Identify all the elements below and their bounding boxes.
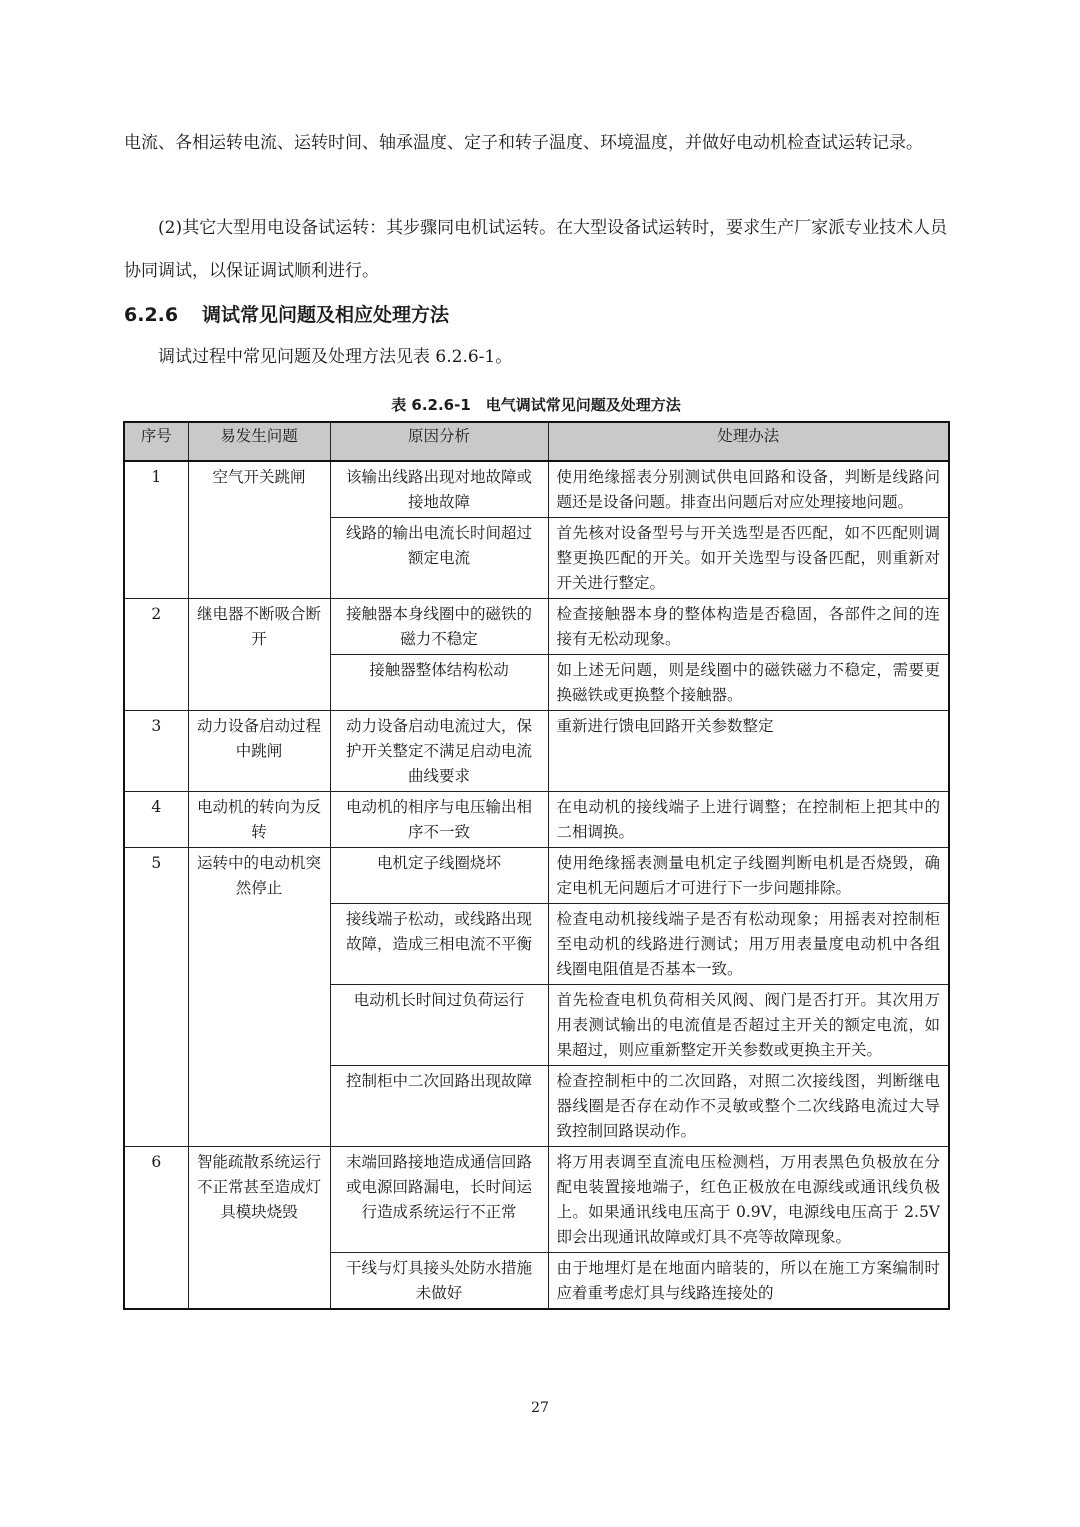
cell-cause: 该输出线路出现对地故障或接地故障 xyxy=(330,461,548,518)
cell-cause: 末端回路接地造成通信回路或电源回路漏电，长时间运行造成系统运行不正常 xyxy=(330,1147,548,1253)
cell-problem: 智能疏散系统运行不正常甚至造成灯具模块烧毁 xyxy=(188,1147,330,1310)
table-caption: 表 6.2.6-1 电气调试常见问题及处理方法 xyxy=(391,396,681,414)
page-number: 27 xyxy=(531,1400,549,1416)
table-row xyxy=(124,1147,949,1253)
cell-fix: 在电动机的接线端子上进行调整；在控制柜上把其中的二相调换。 xyxy=(548,792,949,848)
cell-cause: 干线与灯具接头处防水措施未做好 xyxy=(330,1253,548,1310)
cell-no: 3 xyxy=(124,711,188,792)
cell-problem: 继电器不断吸合断开 xyxy=(188,599,330,711)
cell-cause: 线路的输出电流长时间超过额定电流 xyxy=(330,518,548,599)
cell-problem: 电动机的转向为反转 xyxy=(188,792,330,848)
cell-no: 2 xyxy=(124,599,188,711)
header-problem: 易发生问题 xyxy=(188,422,330,461)
header-no: 序号 xyxy=(124,422,188,461)
cell-cause: 电动机长时间过负荷运行 xyxy=(330,985,548,1066)
table-row xyxy=(124,461,949,518)
cell-fix: 检查控制柜中的二次回路，对照二次接线图，判断继电器线圈是否存在动作不灵敏或整个二次线路电流过大导致控制回路误动作。 xyxy=(548,1066,949,1147)
cell-no: 1 xyxy=(124,461,188,599)
cell-problem: 空气开关跳闸 xyxy=(188,461,330,599)
cell-fix: 检查接触器本身的整体构造是否稳固，各部件之间的连接有无松动现象。 xyxy=(548,599,949,655)
section-number: 6.2.6 xyxy=(124,304,179,326)
paragraph-table-intro: 调试过程中常见问题及处理方法见表 6.2.6-1。 xyxy=(158,347,513,367)
cell-no: 5 xyxy=(124,848,188,1147)
table-row xyxy=(124,599,949,655)
troubleshooting-table xyxy=(123,421,950,1310)
section-heading xyxy=(124,296,449,334)
table-row xyxy=(124,792,949,848)
cell-fix: 使用绝缘摇表测量电机定子线圈判断电机是否烧毁，确定电机无问题后才可进行下一步问题排除。 xyxy=(548,848,949,904)
cell-fix: 首先核对设备型号与开关选型是否匹配，如不匹配则调整更换匹配的开关。如开关选型与设备匹配，则重新对开关进行整定。 xyxy=(548,518,949,599)
header-fix: 处理办法 xyxy=(548,422,949,461)
cell-cause: 控制柜中二次回路出现故障 xyxy=(330,1066,548,1147)
cell-fix: 检查电动机接线端子是否有松动现象；用摇表对控制柜至电动机的线路进行测试；用万用表量度电动机中各组线圈电阻值是否基本一致。 xyxy=(548,904,949,985)
cell-cause: 接触器本身线圈中的磁铁的磁力不稳定 xyxy=(330,599,548,655)
cell-cause: 电动机的相序与电压输出相序不一致 xyxy=(330,792,548,848)
cell-fix: 首先检查电机负荷相关风阀、阀门是否打开。其次用万用表测试输出的电流值是否超过主开关的额定电流，如果超过，则应重新整定开关参数或更换主开关。 xyxy=(548,985,949,1066)
paragraph-large-equipment: (2)其它大型用电设备试运转：其步骤同电机试运转。在大型设备试运转时，要求生产厂家派专业技术人员协同调试，以保证调试顺利进行。 xyxy=(124,218,948,281)
cell-fix: 由于地埋灯是在地面内暗装的，所以在施工方案编制时应着重考虑灯具与线路连接处的 xyxy=(548,1253,949,1310)
cell-cause: 接线端子松动，或线路出现故障，造成三相电流不平衡 xyxy=(330,904,548,985)
cell-fix: 使用绝缘摇表分别测试供电回路和设备，判断是线路问题还是设备问题。排查出问题后对应处理接地问题。 xyxy=(548,461,949,518)
paragraph-continuation: 电流、各相运转电流、运转时间、轴承温度、定子和转子温度、环境温度，并做好电动机检查试运转记录。 xyxy=(124,133,923,153)
table-header-row xyxy=(124,422,949,461)
cell-cause: 电机定子线圈烧坏 xyxy=(330,848,548,904)
cell-no: 4 xyxy=(124,792,188,848)
cell-problem: 动力设备启动过程中跳闸 xyxy=(188,711,330,792)
section-title: 调试常见问题及相应处理方法 xyxy=(202,304,450,326)
cell-problem: 运转中的电动机突然停止 xyxy=(188,848,330,1147)
table-row xyxy=(124,848,949,904)
table-body xyxy=(124,461,949,1309)
header-cause: 原因分析 xyxy=(330,422,548,461)
cell-fix: 如上述无问题，则是线圈中的磁铁磁力不稳定，需要更换磁铁或更换整个接触器。 xyxy=(548,655,949,711)
cell-no: 6 xyxy=(124,1147,188,1310)
cell-fix: 将万用表调至直流电压检测档，万用表黑色负极放在分配电装置接地端子，红色正极放在电源线或通讯线负极上。如果通讯线电压高于 0.9V，电源线电压高于 2.5V 即会出现通讯故障或灯具不亮等故障现象。 xyxy=(548,1147,949,1253)
cell-cause: 接触器整体结构松动 xyxy=(330,655,548,711)
cell-cause: 动力设备启动电流过大，保护开关整定不满足启动电流曲线要求 xyxy=(330,711,548,792)
table-row xyxy=(124,711,949,792)
cell-fix: 重新进行馈电回路开关参数整定 xyxy=(548,711,949,792)
